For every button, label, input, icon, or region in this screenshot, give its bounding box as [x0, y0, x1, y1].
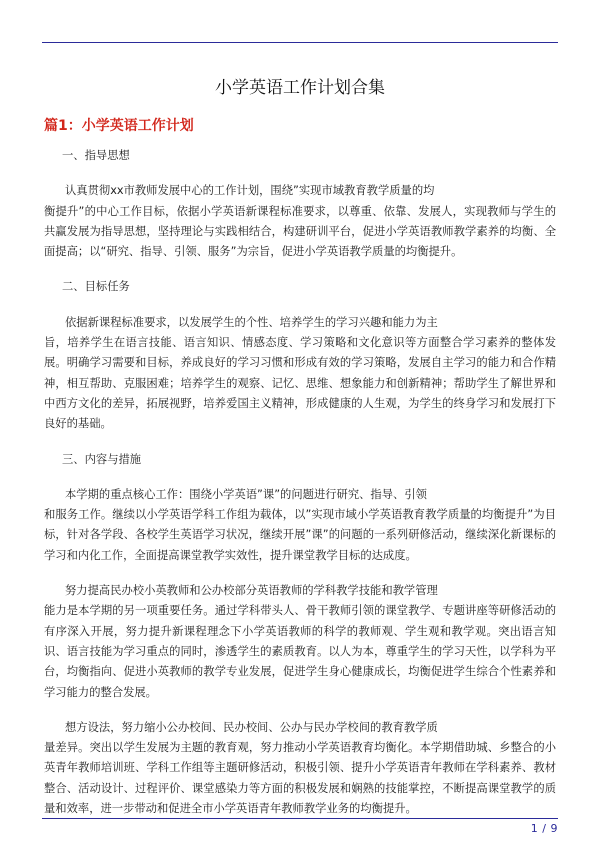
section-title: 篇1：小学英语工作计划 — [44, 118, 194, 134]
heading-guiding-ideology: 一、指导思想 — [62, 149, 130, 162]
header-rule — [42, 42, 558, 43]
paragraph-first-line: 本学期的重点核心工作：围绕小学英语”课”的问题进行研究、指导、引领 — [65, 487, 427, 501]
paragraph — [44, 485, 556, 566]
page-indicator: 1 / 9 — [530, 822, 558, 835]
paragraph-first-line: 依据新课程标准要求，以发展学生的个性、培养学生的学习兴趣和能力为主 — [65, 315, 438, 329]
paragraph — [44, 181, 556, 262]
paragraph — [44, 718, 556, 819]
document-title: 小学英语工作计划合集 — [215, 78, 385, 98]
heading-content-measures: 三、内容与措施 — [62, 452, 142, 466]
paragraph — [44, 313, 556, 435]
paragraph-body: 量差异。突出以学生发展为主题的教育观，努力推动小学英语教育均衡化。本学期借助城、乡整合的小英青年教师培训班、学科工作组等主题研修活动，积极引领、提升小学英语青年教师在学科素养、教材整合、活动设计、过程评价、课堂感染力等方面的积极发展和娴熟的技能掌控，不断提高课堂教学的质量和效率，进一步带动和促进全市小学英语青年教师教学业务的均衡提升。 — [44, 741, 556, 816]
paragraph — [44, 581, 556, 703]
footer-rule — [42, 818, 558, 819]
paragraph-body: 衡提升”的中心工作目标，依据小学英语新课程标准要求，以尊重、依靠、发展人，实现教师与学生的共赢发展为指导思想，坚持理论与实践相结合，构建研训平台，促进小学英语教师教学素养的均衡、全面提高；以“研究、指导、引领、服务”为宗旨，促进小学英语教学质量的均衡提升。 — [44, 204, 556, 259]
paragraph-body: 能力是本学期的另一项重要任务。通过学科带头人、骨干教师引领的课堂教学、专题讲座等研修活动的有序深入开展，努力提升新课程理念下小学英语教师的科学的教师观、学生观和教学观。突出语言知识、语言技能为学习重点的同时，渗透学生的素质教育。以人为本，尊重学生的学习天性，以学科为平台，均衡指向、促进小英教师的教学专业发展，促进学生身心健康成长，均衡促进学生综合个性素养和学习能力的整合发展。 — [44, 604, 556, 699]
paragraph-first-line: 想方设法，努力缩小公办校间、民办校间、公办与民办学校间的教育教学质 — [65, 720, 438, 734]
heading-goals-tasks: 二、目标任务 — [62, 280, 130, 294]
paragraph-first-line: 认真贯彻xx市教师发展中心的工作计划，围绕”实现市域教育教学质量的均 — [65, 184, 435, 198]
paragraph-body: 和服务工作。继续以小学英语学科工作组为载体，以”实现市域小学英语教育教学质量的均衡提升”为目标，针对各学段、各校学生英语学习状况，继续开展”课”的问题的一系列研修活动，继续深化新课标的学习和内化工作，全面提高课堂教学实效性，提升课堂教学目标的达成度。 — [44, 508, 556, 562]
paragraph-first-line: 努力提高民办校小英教师和公办校部分英语教师的学科教学技能和教学管理 — [65, 584, 438, 598]
document-body — [44, 146, 556, 834]
paragraph-body: 旨，培养学生在语言技能、语言知识、情感态度、学习策略和文化意识等方面整合学习素养的整体发展。明确学习需要和目标，养成良好的学习习惯和形成有效的学习策略，发展自主学习的能力和合作精神，相互帮助、克服困难；培养学生的观察、记忆、思维、想象能力和创新精神；帮助学生了解世界和中西方文化的差异，拓展视野，培养爱国主义精神，形成健康的人生观，为学生的终身学习和发展打下良好的基础。 — [44, 336, 556, 431]
